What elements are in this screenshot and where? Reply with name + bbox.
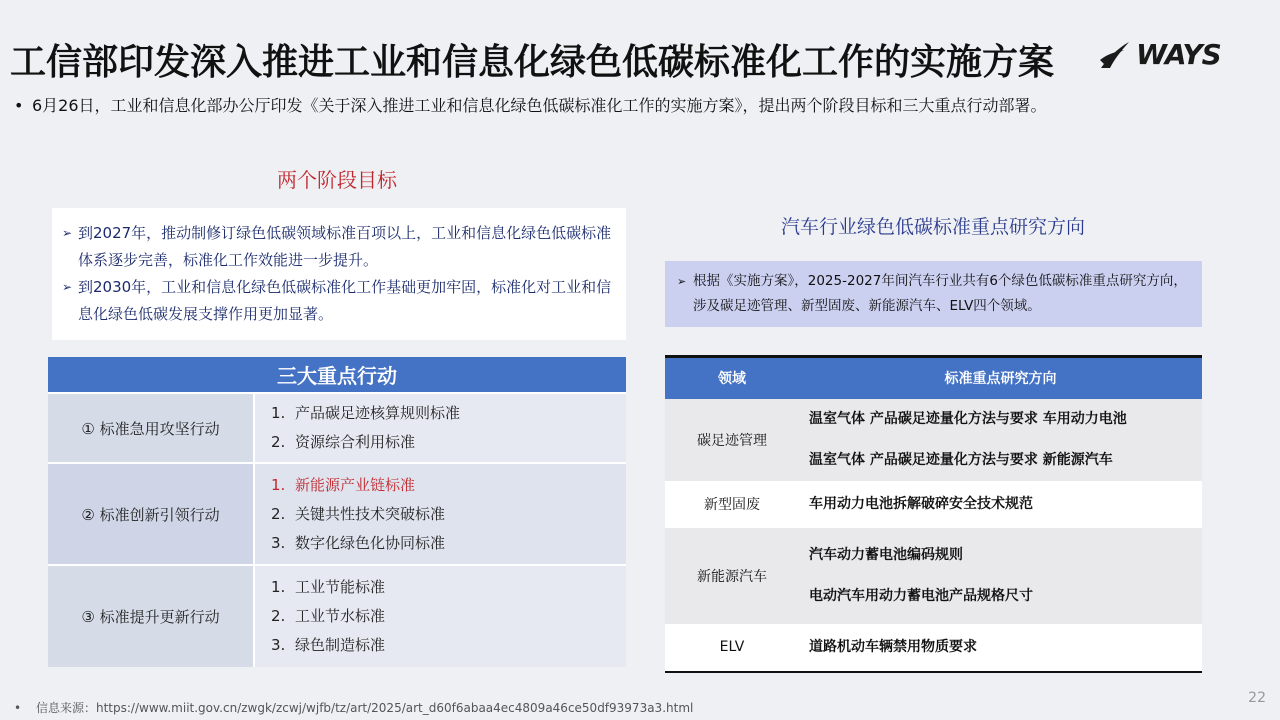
goal-text: 到2030年，工业和信息化绿色低碳标准化工作基础更加牢固，标准化对工业和信息化绿色低碳发展支撑作用更加显著。 — [78, 278, 612, 323]
goal-text: 到2027年，推动制修订绿色低碳领域标准百项以上，工业和信息化绿色低碳标准体系逐步完善，标准化工作效能进一步提升。 — [78, 224, 612, 269]
direction-cell — [799, 624, 1202, 672]
stage-goals-box — [52, 208, 626, 340]
bullet-dot: • — [14, 701, 22, 715]
direction-text: 温室气体 产品碳足迹量化方法与要求 车用动力电池 — [809, 410, 1127, 427]
page-number: 22 — [1248, 690, 1266, 706]
direction-cell — [799, 399, 1202, 481]
source-text: 信息来源：https://www.miit.gov.cn/zwgk/zcwj/wjfb/tz/art/2025/art_d60f6abaa4ec4809a46ce50df93973a3.html — [36, 701, 694, 715]
bullet-dot: • — [14, 96, 24, 115]
intro-text: 6月26日，工业和信息化部办公厅印发《关于深入推进工业和信息化绿色低碳标准化工作的实施方案》，提出两个阶段目标和三大重点行动部署。 — [32, 96, 1047, 115]
swoosh-icon — [1098, 40, 1132, 70]
note-text: 根据《实施方案》，2025-2027年间汽车行业共有6个绿色低碳标准重点研究方向，涉及碳足迹管理、新型固废、新能源汽车、ELV四个领域。 — [693, 273, 1187, 314]
direction-text: 电动汽车用动力蓄电池产品规格尺寸 — [809, 587, 1033, 604]
source-note — [14, 699, 693, 716]
domain-cell: 新能源汽车 — [665, 528, 799, 624]
action-item: 3. 数字化绿色化协同标准 — [271, 533, 446, 552]
action-item: 2. 关键共性技术突破标准 — [271, 504, 446, 523]
domain-cell: ELV — [665, 624, 799, 672]
action-row — [48, 463, 626, 565]
arrow-bullet-icon: ➢ — [677, 275, 687, 288]
logo-text: WAYS — [1136, 38, 1221, 71]
standards-table — [665, 355, 1202, 673]
column-header-direction: 标准重点研究方向 — [799, 357, 1202, 399]
action-item: 1. 工业节能标准 — [271, 578, 386, 596]
action-items — [254, 393, 626, 463]
action-items — [254, 463, 626, 565]
action-item: 2. 资源综合利用标准 — [271, 433, 416, 451]
direction-text: 温室气体 产品碳足迹量化方法与要求 新能源汽车 — [809, 451, 1113, 468]
ways-logo — [1098, 38, 1221, 71]
table-row — [665, 399, 1202, 481]
direction-text: 汽车动力蓄电池编码规则 — [809, 546, 963, 563]
action-name: ② 标准创新引领行动 — [48, 463, 254, 565]
note-item — [677, 269, 1192, 319]
action-row — [48, 393, 626, 463]
arrow-bullet-icon: ➢ — [62, 280, 73, 294]
auto-directions-title: 汽车行业绿色低碳标准重点研究方向 — [780, 216, 1085, 238]
action-row — [48, 565, 626, 667]
arrow-bullet-icon: ➢ — [62, 226, 73, 240]
stage-goals-title: 两个阶段目标 — [277, 168, 397, 192]
action-item-highlight: 1. 新能源产业链标准 — [271, 475, 416, 494]
actions-title: 三大重点行动 — [48, 357, 626, 393]
column-header-domain: 领域 — [665, 357, 799, 399]
table-row — [665, 624, 1202, 672]
direction-text: 道路机动车辆禁用物质要求 — [809, 638, 977, 655]
action-name: ① 标准急用攻坚行动 — [48, 393, 254, 463]
action-items — [254, 565, 626, 667]
auto-directions-note — [665, 261, 1202, 327]
direction-text: 车用动力电池拆解破碎安全技术规范 — [809, 495, 1033, 512]
goal-item — [62, 220, 616, 274]
action-item: 1. 产品碳足迹核算规则标准 — [271, 404, 461, 422]
domain-cell: 新型固废 — [665, 481, 799, 528]
intro-bullet — [14, 93, 1047, 116]
action-item: 3. 绿色制造标准 — [271, 636, 386, 654]
goal-item — [62, 274, 616, 328]
direction-cell — [799, 528, 1202, 624]
table-row — [665, 528, 1202, 624]
direction-cell — [799, 481, 1202, 528]
page-title: 工信部印发深入推进工业和信息化绿色低碳标准化工作的实施方案 — [10, 42, 1055, 83]
action-item: 2. 工业节水标准 — [271, 607, 386, 625]
domain-cell: 碳足迹管理 — [665, 399, 799, 481]
actions-table — [48, 357, 626, 667]
action-name: ③ 标准提升更新行动 — [48, 565, 254, 667]
table-row — [665, 481, 1202, 528]
